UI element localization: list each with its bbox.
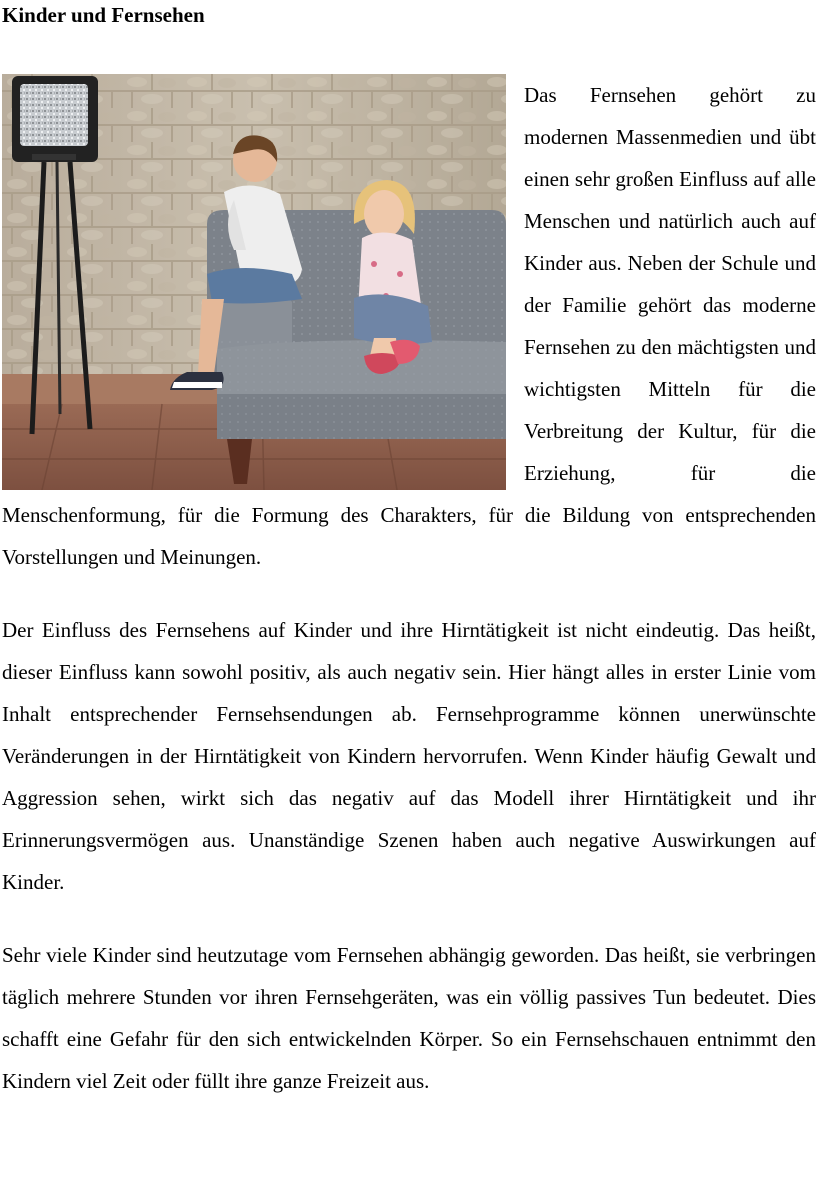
paragraph-2: Der Einfluss des Fernsehens auf Kinder und ihre Hirntätigkeit ist nicht eindeutig. Das heißt, dieser Einfluss kann sowohl positiv, als auch negativ sein. Hier hängt alles in erster Linie vom Inhalt entsprechender Fernsehsendungen ab. Fernsehprogramme können unerwünschte Veränderungen in der Hirntätigkeit von Kindern hervorrufen. Wenn Kinder häufig Gewalt und Aggression sehen, wirkt sich das negativ auf das Modell ihrer Hirntätigkeit und ihr Erinnerungsvermögen aus. Unanständige Szenen haben auch negative Auswirkungen auf Kinder.	[2, 618, 816, 894]
document-title: Kinder und Fernsehen	[2, 3, 205, 27]
paragraph-1: Das Fernsehen gehört zu modernen Massenmedien und übt einen sehr großen Einfluss auf alle Menschen und natürlich auch auf Kinder aus. Neben der Schule und der Familie gehört das moderne Fernsehen zu den mächtigsten und wichtigsten Mitteln für die Verbreitung der Kultur, für die Erziehung, für die Menschenformung, für die Formung des Charakters, für die Bildung von entsprechenden Vorstellungen und Meinungen.	[2, 83, 816, 569]
document-body	[2, 74, 816, 1133]
paragraph-3: Sehr viele Kinder sind heutzutage vom Fernsehen abhängig geworden. Das heißt, sie verbringen täglich mehrere Stunden vor ihren Fernsehgeräten, was ein völlig passives Tun bedeutet. Dies schafft eine Gefahr für den sich entwickelnden Körper. So ein Fernsehschauen entnimmt den Kindern viel Zeit oder füllt ihre ganze Freizeit aus.	[2, 943, 816, 1093]
children-tv-photo	[2, 74, 506, 490]
